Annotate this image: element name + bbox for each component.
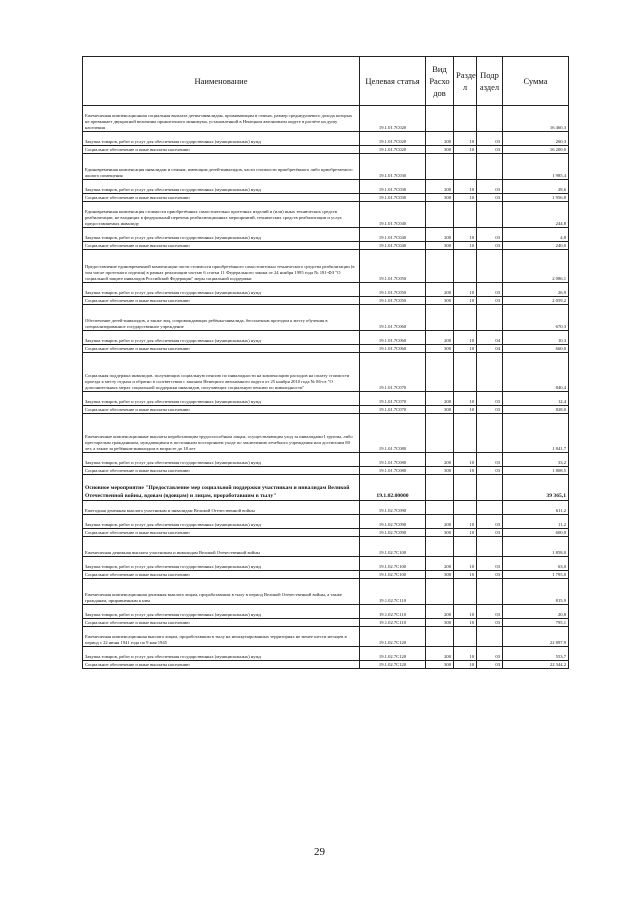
table-row bbox=[83, 106, 569, 132]
cell-section: 10 bbox=[454, 619, 477, 627]
table-row bbox=[83, 453, 569, 467]
cell-kind: 200 bbox=[426, 453, 454, 467]
cell-section bbox=[454, 537, 477, 557]
cell-section bbox=[454, 475, 477, 501]
cell-section: 10 bbox=[454, 557, 477, 571]
cell-name: Единовременная компенсация стоимости приобретённых самостоятельно протезных изделий и (или) иных технических средств реабилитации, не входящих в федеральный перечень реабилитационных мероприятий, технических средств реабилитации и услуг, предоставляемых инвалиду bbox=[83, 202, 360, 228]
cell-kind: 300 bbox=[426, 467, 454, 475]
cell-target: 19.1.02.7С110 bbox=[360, 619, 426, 627]
cell-kind bbox=[426, 579, 454, 605]
cell-subsection: 03 bbox=[477, 146, 503, 154]
table-row bbox=[83, 571, 569, 579]
cell-subsection bbox=[477, 414, 503, 453]
cell-kind bbox=[426, 501, 454, 515]
header-subsection: Подр аздел bbox=[477, 57, 503, 106]
cell-target: 19.1.02.00000 bbox=[360, 475, 426, 501]
cell-name: Закупка товаров, работ и услуг для обеспечения государственных (муниципальных) нужд bbox=[83, 453, 360, 467]
cell-section: 10 bbox=[454, 453, 477, 467]
cell-target: 19.1.01.7С030 bbox=[360, 194, 426, 202]
cell-kind: 200 bbox=[426, 647, 454, 661]
table-header-row bbox=[83, 57, 569, 106]
cell-sum: 260,3 bbox=[503, 132, 569, 146]
cell-name: Ежемесячная компенсационная социальная выплата детям-инвалидам, проживающим в семьях, размер среднедушевого дохода которых не превышает двукратной величины прожиточного минимума, установленной в Ненецком автономном округе в расчёте на душу населения bbox=[83, 106, 360, 132]
cell-kind: 200 bbox=[426, 228, 454, 242]
cell-kind bbox=[426, 537, 454, 557]
table-row bbox=[83, 406, 569, 414]
budget-table bbox=[82, 56, 569, 669]
cell-subsection: 03 bbox=[477, 619, 503, 627]
cell-sum: 11,2 bbox=[503, 515, 569, 529]
cell-section bbox=[454, 579, 477, 605]
table-row bbox=[83, 529, 569, 537]
page-number: 29 bbox=[314, 846, 325, 858]
cell-subsection bbox=[477, 305, 503, 331]
cell-sum: 815,9 bbox=[503, 579, 569, 605]
cell-sum: 1 985,4 bbox=[503, 154, 569, 180]
cell-name: Основное мероприятие "Предоставление мер социальной поддержки участникам и инвалидам Великой Отечественной войны, вдовам (вдовцам) и лицам, проработавшим в тылу" bbox=[83, 475, 360, 501]
table-row bbox=[83, 132, 569, 146]
cell-target: 19.1.01.7С020 bbox=[360, 132, 426, 146]
table-row bbox=[83, 297, 569, 305]
cell-name: Закупка товаров, работ и услуг для обеспечения государственных (муниципальных) нужд bbox=[83, 331, 360, 345]
cell-section: 10 bbox=[454, 647, 477, 661]
table-row bbox=[83, 619, 569, 627]
cell-name: Закупка товаров, работ и услуг для обеспечения государственных (муниципальных) нужд bbox=[83, 283, 360, 297]
cell-section bbox=[454, 501, 477, 515]
table-row bbox=[83, 202, 569, 228]
cell-sum: 828,0 bbox=[503, 406, 569, 414]
cell-target: 19.1.01.7С060 bbox=[360, 331, 426, 345]
cell-sum: 12,4 bbox=[503, 392, 569, 406]
cell-subsection: 03 bbox=[477, 242, 503, 250]
cell-sum: 795,1 bbox=[503, 619, 569, 627]
cell-section: 10 bbox=[454, 194, 477, 202]
cell-subsection: 03 bbox=[477, 297, 503, 305]
cell-name: Ежемесячная денежная выплата участникам и инвалидам Великой Отечественной войны bbox=[83, 537, 360, 557]
cell-target: 19.1.01.7С050 bbox=[360, 283, 426, 297]
cell-name: Единовременная компенсация инвалидам и семьям, имеющим детей-инвалидов, части стоимости приобретённого либо приобретаемого жилого помещения bbox=[83, 154, 360, 180]
cell-target: 19.1.02.7С120 bbox=[360, 661, 426, 669]
cell-subsection: 03 bbox=[477, 283, 503, 297]
cell-section: 10 bbox=[454, 180, 477, 194]
cell-section: 10 bbox=[454, 661, 477, 669]
cell-sum: 20,8 bbox=[503, 605, 569, 619]
table-body bbox=[83, 106, 569, 669]
cell-target: 19.1.01.7С040 bbox=[360, 202, 426, 228]
cell-subsection bbox=[477, 353, 503, 392]
cell-section: 10 bbox=[454, 392, 477, 406]
cell-kind: 300 bbox=[426, 345, 454, 353]
cell-subsection bbox=[477, 250, 503, 283]
cell-subsection: 03 bbox=[477, 392, 503, 406]
cell-target: 19.1.01.7С020 bbox=[360, 106, 426, 132]
header-sum: Сумма bbox=[503, 57, 569, 106]
cell-section bbox=[454, 154, 477, 180]
cell-kind bbox=[426, 414, 454, 453]
cell-section bbox=[454, 106, 477, 132]
cell-target: 19.1.02.7С090 bbox=[360, 529, 426, 537]
cell-sum: 660,0 bbox=[503, 345, 569, 353]
cell-subsection bbox=[477, 501, 503, 515]
cell-kind: 300 bbox=[426, 297, 454, 305]
cell-sum: 28,6 bbox=[503, 180, 569, 194]
cell-kind: 300 bbox=[426, 406, 454, 414]
cell-sum: 39 365,1 bbox=[503, 475, 569, 501]
cell-subsection: 03 bbox=[477, 453, 503, 467]
cell-kind: 200 bbox=[426, 331, 454, 345]
cell-name: Закупка товаров, работ и услуг для обеспечения государственных (муниципальных) нужд bbox=[83, 515, 360, 529]
cell-name: Социальное обеспечение и иные выплаты населению bbox=[83, 529, 360, 537]
table-row bbox=[83, 414, 569, 453]
cell-section bbox=[454, 414, 477, 453]
cell-target: 19.1.01.7С020 bbox=[360, 146, 426, 154]
cell-section bbox=[454, 627, 477, 647]
cell-subsection: 03 bbox=[477, 467, 503, 475]
header-target: Целевая статья bbox=[360, 57, 426, 106]
cell-subsection: 04 bbox=[477, 331, 503, 345]
cell-sum: 1 858,0 bbox=[503, 537, 569, 557]
cell-subsection: 03 bbox=[477, 571, 503, 579]
cell-target: 19.1.01.7С070 bbox=[360, 406, 426, 414]
cell-kind: 200 bbox=[426, 283, 454, 297]
table-row bbox=[83, 515, 569, 529]
cell-section: 10 bbox=[454, 571, 477, 579]
table-row bbox=[83, 647, 569, 661]
cell-name: Ежемесячная компенсационная денежная выплата лицам, проработавшим в тылу в период Великой Отечественной войны, а также гражданам, приравненным к ним bbox=[83, 579, 360, 605]
cell-section bbox=[454, 305, 477, 331]
cell-name: Обеспечение детей-инвалидов, а также лиц, сопровождающих ребёнка-инвалида, бесплатным проездом к месту обучения в специализированное государственное учреждение bbox=[83, 305, 360, 331]
cell-kind bbox=[426, 250, 454, 283]
cell-name: Социальное обеспечение и иные выплаты населению bbox=[83, 194, 360, 202]
table-row bbox=[83, 537, 569, 557]
table-row bbox=[83, 501, 569, 515]
cell-kind: 200 bbox=[426, 557, 454, 571]
table-row bbox=[83, 194, 569, 202]
cell-target: 19.1.01.7С070 bbox=[360, 392, 426, 406]
cell-target: 19.1.01.7С030 bbox=[360, 154, 426, 180]
table-row bbox=[83, 180, 569, 194]
table-row bbox=[83, 154, 569, 180]
cell-target: 19.1.01.7С050 bbox=[360, 250, 426, 283]
cell-section: 10 bbox=[454, 605, 477, 619]
table-row bbox=[83, 579, 569, 605]
cell-sum: 33,2 bbox=[503, 453, 569, 467]
cell-name: Предоставление единовременной компенсации части стоимости приобретённого самостоятельно технического средства реабилитации (в том числе протезного изделия) в рамках реализации частью 6 статьи 11 Федерального закона от 24 ноября 1995 года № 181-ФЗ "О социальной защите инвалидов Российской Федерации" меры социальной поддержки bbox=[83, 250, 360, 283]
cell-kind: 300 bbox=[426, 242, 454, 250]
cell-target: 19.1.02.7С120 bbox=[360, 627, 426, 647]
cell-kind: 300 bbox=[426, 529, 454, 537]
cell-sum: 600,0 bbox=[503, 529, 569, 537]
cell-section: 10 bbox=[454, 331, 477, 345]
cell-subsection bbox=[477, 154, 503, 180]
table-row bbox=[83, 627, 569, 647]
table-row bbox=[83, 661, 569, 669]
cell-subsection: 03 bbox=[477, 406, 503, 414]
cell-sum: 240,0 bbox=[503, 242, 569, 250]
cell-section: 10 bbox=[454, 228, 477, 242]
cell-subsection: 03 bbox=[477, 228, 503, 242]
cell-name: Социальное обеспечение и иные выплаты населению bbox=[83, 242, 360, 250]
cell-subsection: 03 bbox=[477, 529, 503, 537]
cell-section bbox=[454, 202, 477, 228]
cell-name: Закупка товаров, работ и услуг для обеспечения государственных (муниципальных) нужд bbox=[83, 132, 360, 146]
cell-kind: 200 bbox=[426, 132, 454, 146]
cell-target: 19.1.02.7С100 bbox=[360, 557, 426, 571]
cell-kind: 300 bbox=[426, 194, 454, 202]
cell-sum: 1 956,8 bbox=[503, 194, 569, 202]
cell-name: Социальное обеспечение и иные выплаты населению bbox=[83, 571, 360, 579]
cell-section: 10 bbox=[454, 515, 477, 529]
cell-kind: 200 bbox=[426, 515, 454, 529]
cell-section: 10 bbox=[454, 406, 477, 414]
cell-subsection: 03 bbox=[477, 605, 503, 619]
cell-target: 19.1.02.7С090 bbox=[360, 501, 426, 515]
cell-name: Ежемесячная компенсационная выплата лицам, проработавшим в тылу на неоккупированных территориях не менее шести месяцев в период с 22 июня 1941 года по 9 мая 1945 bbox=[83, 627, 360, 647]
cell-kind bbox=[426, 353, 454, 392]
cell-target: 19.1.02.7С110 bbox=[360, 579, 426, 605]
cell-target: 19.1.01.7С030 bbox=[360, 180, 426, 194]
table-row bbox=[83, 353, 569, 392]
cell-target: 19.1.01.7С060 bbox=[360, 345, 426, 353]
table-row bbox=[83, 345, 569, 353]
table-row bbox=[83, 331, 569, 345]
cell-subsection: 03 bbox=[477, 557, 503, 571]
cell-target: 19.1.01.7С060 bbox=[360, 305, 426, 331]
cell-sum: 4,8 bbox=[503, 228, 569, 242]
cell-kind bbox=[426, 202, 454, 228]
cell-target: 19.1.01.7С080 bbox=[360, 467, 426, 475]
cell-target: 19.1.01.7С040 bbox=[360, 242, 426, 250]
cell-kind bbox=[426, 475, 454, 501]
cell-sum: 1 795,0 bbox=[503, 571, 569, 579]
cell-subsection: 03 bbox=[477, 647, 503, 661]
cell-sum: 22 897,9 bbox=[503, 627, 569, 647]
table-row bbox=[83, 605, 569, 619]
header-section: Разде л bbox=[454, 57, 477, 106]
cell-name: Социальное обеспечение и иные выплаты населению bbox=[83, 345, 360, 353]
cell-sum: 22 344,2 bbox=[503, 661, 569, 669]
cell-target: 19.1.02.7С110 bbox=[360, 605, 426, 619]
cell-target: 19.1.01.7С050 bbox=[360, 297, 426, 305]
cell-name: Закупка товаров, работ и услуг для обеспечения государственных (муниципальных) нужд bbox=[83, 605, 360, 619]
cell-sum: 1 841,7 bbox=[503, 414, 569, 453]
cell-target: 19.1.02.7С100 bbox=[360, 571, 426, 579]
cell-kind bbox=[426, 627, 454, 647]
cell-kind bbox=[426, 106, 454, 132]
cell-section: 10 bbox=[454, 467, 477, 475]
cell-sum: 2 059,2 bbox=[503, 297, 569, 305]
cell-name: Закупка товаров, работ и услуг для обеспечения государственных (муниципальных) нужд bbox=[83, 180, 360, 194]
cell-section: 10 bbox=[454, 297, 477, 305]
cell-sum: 611,2 bbox=[503, 501, 569, 515]
cell-kind: 200 bbox=[426, 605, 454, 619]
table-row bbox=[83, 228, 569, 242]
cell-target: 19.1.01.7С080 bbox=[360, 453, 426, 467]
cell-sum: 2 086,1 bbox=[503, 250, 569, 283]
table-row bbox=[83, 250, 569, 283]
cell-subsection: 04 bbox=[477, 345, 503, 353]
header-name: Наименование bbox=[83, 57, 360, 106]
cell-name: Социальное обеспечение и иные выплаты населению bbox=[83, 619, 360, 627]
cell-subsection: 03 bbox=[477, 661, 503, 669]
cell-sum: 63,0 bbox=[503, 557, 569, 571]
table-row bbox=[83, 557, 569, 571]
table-row bbox=[83, 283, 569, 297]
cell-target: 19.1.01.7С070 bbox=[360, 353, 426, 392]
cell-target: 19.1.02.7С120 bbox=[360, 647, 426, 661]
cell-name: Социальное обеспечение и иные выплаты населению bbox=[83, 467, 360, 475]
cell-subsection: 03 bbox=[477, 132, 503, 146]
cell-kind: 300 bbox=[426, 146, 454, 154]
cell-kind: 200 bbox=[426, 392, 454, 406]
cell-subsection bbox=[477, 537, 503, 557]
cell-name: Закупка товаров, работ и услуг для обеспечения государственных (муниципальных) нужд bbox=[83, 228, 360, 242]
cell-sum: 1 808,5 bbox=[503, 467, 569, 475]
cell-name: Социальное обеспечение и иные выплаты населению bbox=[83, 297, 360, 305]
cell-section: 10 bbox=[454, 132, 477, 146]
cell-kind bbox=[426, 154, 454, 180]
cell-subsection: 03 bbox=[477, 180, 503, 194]
cell-sum: 26,9 bbox=[503, 283, 569, 297]
cell-name: Социальное обеспечение и иные выплаты населению bbox=[83, 661, 360, 669]
cell-section bbox=[454, 250, 477, 283]
cell-subsection bbox=[477, 106, 503, 132]
cell-target: 19.1.02.7С090 bbox=[360, 515, 426, 529]
table-row bbox=[83, 392, 569, 406]
cell-target: 19.1.02.7С100 bbox=[360, 537, 426, 557]
cell-section: 10 bbox=[454, 146, 477, 154]
cell-section: 10 bbox=[454, 345, 477, 353]
cell-kind: 300 bbox=[426, 619, 454, 627]
cell-name: Закупка товаров, работ и услуг для обеспечения государственных (муниципальных) нужд bbox=[83, 557, 360, 571]
cell-name: Ежемесячные компенсационные выплаты неработающим трудоспособным лицам, осуществляющим уход за инвалидами I группы, либо престарелым гражданином, нуждающимся в постоянном постороннем уходе по заключению лечебного учреждения или достигшим 80 лет, а также за ребёнком-инвалидом в возрасте до 18 лет bbox=[83, 414, 360, 453]
cell-sum: 553,7 bbox=[503, 647, 569, 661]
cell-section bbox=[454, 353, 477, 392]
cell-name: Социальная поддержка инвалидов, получающих социальную пенсию по инвалидности на компенсацию расходов на оплату стоимости проезда к месту отдыха и обратно в соответствии с законом Ненецкого автономного округа от 25 ноября 2010 года № 86-оз "О дополнительных мерах социальной поддержки инвалидов, получающих социальную пенсию по инвалидности" bbox=[83, 353, 360, 392]
cell-sum: 16 460,3 bbox=[503, 106, 569, 132]
cell-name: Социальное обеспечение и иные выплаты населению bbox=[83, 146, 360, 154]
table-row bbox=[83, 467, 569, 475]
table-row bbox=[83, 475, 569, 501]
cell-name: Закупка товаров, работ и услуг для обеспечения государственных (муниципальных) нужд bbox=[83, 392, 360, 406]
cell-section: 10 bbox=[454, 242, 477, 250]
cell-sum: 670,3 bbox=[503, 305, 569, 331]
cell-kind: 300 bbox=[426, 661, 454, 669]
cell-subsection bbox=[477, 627, 503, 647]
cell-kind: 300 bbox=[426, 571, 454, 579]
cell-subsection bbox=[477, 202, 503, 228]
cell-name: Ежегодная денежная выплата участникам и инвалидам Великой Отечественной войны bbox=[83, 501, 360, 515]
cell-subsection bbox=[477, 475, 503, 501]
cell-sum: 244,8 bbox=[503, 202, 569, 228]
cell-name: Закупка товаров, работ и услуг для обеспечения государственных (муниципальных) нужд bbox=[83, 647, 360, 661]
cell-sum: 840,4 bbox=[503, 353, 569, 392]
cell-name: Социальное обеспечение и иные выплаты населению bbox=[83, 406, 360, 414]
table-row bbox=[83, 305, 569, 331]
cell-target: 19.1.01.7С080 bbox=[360, 414, 426, 453]
cell-sum: 16 200,0 bbox=[503, 146, 569, 154]
cell-subsection bbox=[477, 579, 503, 605]
cell-kind: 200 bbox=[426, 180, 454, 194]
cell-kind bbox=[426, 305, 454, 331]
cell-subsection: 03 bbox=[477, 194, 503, 202]
header-kind: Вид Расхо дов bbox=[426, 57, 454, 106]
table-row bbox=[83, 146, 569, 154]
cell-target: 19.1.01.7С040 bbox=[360, 228, 426, 242]
cell-section: 10 bbox=[454, 283, 477, 297]
cell-sum: 10,3 bbox=[503, 331, 569, 345]
cell-section: 10 bbox=[454, 529, 477, 537]
cell-subsection: 03 bbox=[477, 515, 503, 529]
table-row bbox=[83, 242, 569, 250]
